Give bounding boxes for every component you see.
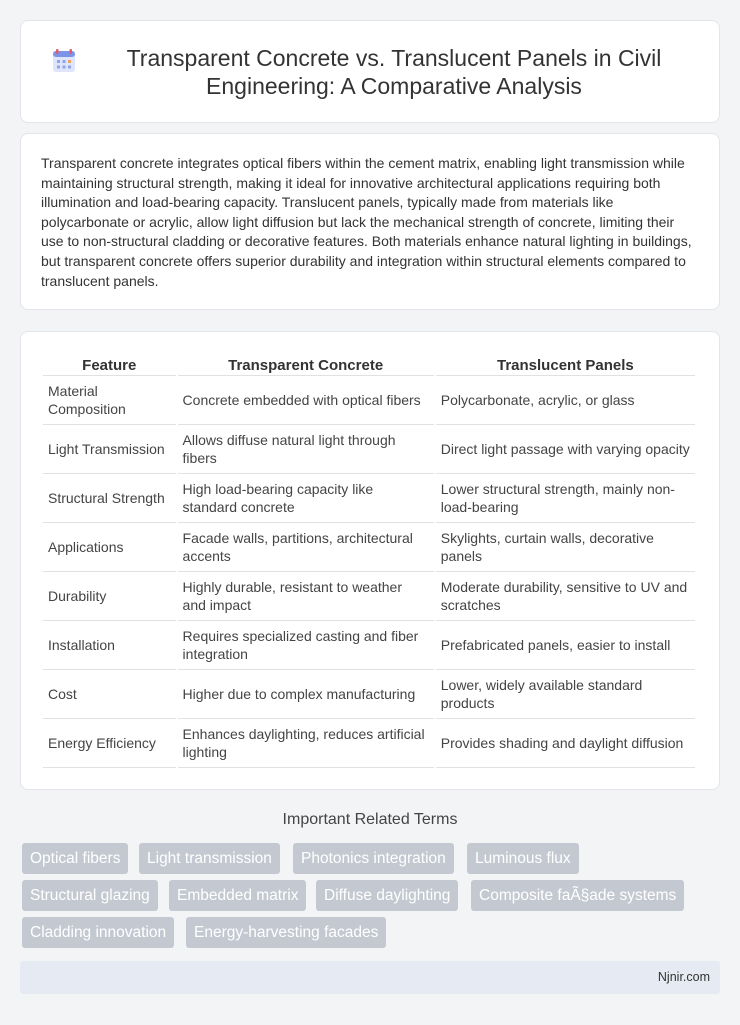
feature-cell: Material Composition bbox=[43, 376, 176, 425]
feature-cell: Light Transmission bbox=[43, 425, 176, 474]
translucent-panels-cell: Direct light passage with varying opacity bbox=[436, 425, 695, 474]
feature-cell: Cost bbox=[43, 670, 176, 719]
table-header-row bbox=[43, 352, 695, 376]
table-row bbox=[43, 425, 695, 474]
intro-card bbox=[20, 133, 720, 310]
transparent-concrete-cell: High load-bearing capacity like standard concrete bbox=[178, 474, 434, 523]
translucent-panels-cell: Lower, widely available standard products bbox=[436, 670, 695, 719]
transparent-concrete-cell: Enhances daylighting, reduces artificial lighting bbox=[178, 719, 434, 768]
title-wrap bbox=[21, 44, 719, 100]
tag-structural-glazing[interactable]: Structural glazing bbox=[22, 880, 158, 911]
table-row bbox=[43, 719, 695, 768]
feature-cell: Installation bbox=[43, 621, 176, 670]
table-row bbox=[43, 376, 695, 425]
table-row bbox=[43, 572, 695, 621]
feature-cell: Durability bbox=[43, 572, 176, 621]
transparent-concrete-cell: Allows diffuse natural light through fibers bbox=[178, 425, 434, 474]
comparison-table-card bbox=[20, 331, 720, 790]
transparent-concrete-cell: Facade walls, partitions, architectural accents bbox=[178, 523, 434, 572]
table-row bbox=[43, 523, 695, 572]
header-transparent-concrete: Transparent Concrete bbox=[178, 352, 434, 376]
table-row bbox=[43, 670, 695, 719]
footer bbox=[20, 961, 720, 994]
feature-cell: Energy Efficiency bbox=[43, 719, 176, 768]
table-row bbox=[43, 621, 695, 670]
title-card bbox=[20, 20, 720, 123]
table-row bbox=[43, 474, 695, 523]
tag-luminous-flux[interactable]: Luminous flux bbox=[467, 843, 579, 874]
calendar-grid-icon bbox=[51, 48, 77, 74]
translucent-panels-cell: Prefabricated panels, easier to install bbox=[436, 621, 695, 670]
footer-site-name: Njnir.com bbox=[657, 970, 710, 984]
comparison-table bbox=[41, 352, 697, 768]
related-terms-heading: Important Related Terms bbox=[282, 811, 458, 828]
intro-paragraph: Transparent concrete integrates optical fibers within the cement matrix, enabling light transmission while maintaining structural strength, making it ideal for innovative architectural applications requiring both illumination and load-bearing capacity. Translucent panels, typically made from materials like polycarbonate or acrylic, allow light diffusion but lack the mechanical strength of concrete, limiting their use to non-structural cladding or decorative features. Both materials enhance natural lighting in buildings, but transparent concrete offers superior durability and integration within structural elements compared to translucent panels. bbox=[41, 155, 692, 289]
transparent-concrete-cell: Concrete embedded with optical fibers bbox=[178, 376, 434, 425]
feature-cell: Applications bbox=[43, 523, 176, 572]
translucent-panels-cell: Provides shading and daylight diffusion bbox=[436, 719, 695, 768]
feature-cell: Structural Strength bbox=[43, 474, 176, 523]
transparent-concrete-cell: Highly durable, resistant to weather and impact bbox=[178, 572, 434, 621]
page-title: Transparent Concrete vs. Translucent Panels in Civil Engineering: A Comparative Analysis bbox=[126, 44, 662, 99]
transparent-concrete-cell: Requires specialized casting and fiber integration bbox=[178, 621, 434, 670]
header-translucent-panels: Translucent Panels bbox=[436, 352, 695, 376]
tag-diffuse-daylighting[interactable]: Diffuse daylighting bbox=[316, 880, 458, 911]
transparent-concrete-cell: Higher due to complex manufacturing bbox=[178, 670, 434, 719]
translucent-panels-cell: Lower structural strength, mainly non-load-bearing bbox=[436, 474, 695, 523]
translucent-panels-cell: Moderate durability, sensitive to UV and scratches bbox=[436, 572, 695, 621]
tag-composite-facade-systems[interactable]: Composite faÃ§ade systems bbox=[471, 880, 684, 911]
tag-light-transmission[interactable]: Light transmission bbox=[139, 843, 280, 874]
tag-embedded-matrix[interactable]: Embedded matrix bbox=[169, 880, 306, 911]
header-feature: Feature bbox=[43, 352, 176, 376]
tag-optical-fibers[interactable]: Optical fibers bbox=[22, 843, 128, 874]
tag-energy-harvesting-facades[interactable]: Energy-harvesting facades bbox=[186, 917, 386, 948]
tag-photonics-integration[interactable]: Photonics integration bbox=[293, 843, 454, 874]
tag-cladding-innovation[interactable]: Cladding innovation bbox=[22, 917, 174, 948]
translucent-panels-cell: Polycarbonate, acrylic, or glass bbox=[436, 376, 695, 425]
translucent-panels-cell: Skylights, curtain walls, decorative panels bbox=[436, 523, 695, 572]
